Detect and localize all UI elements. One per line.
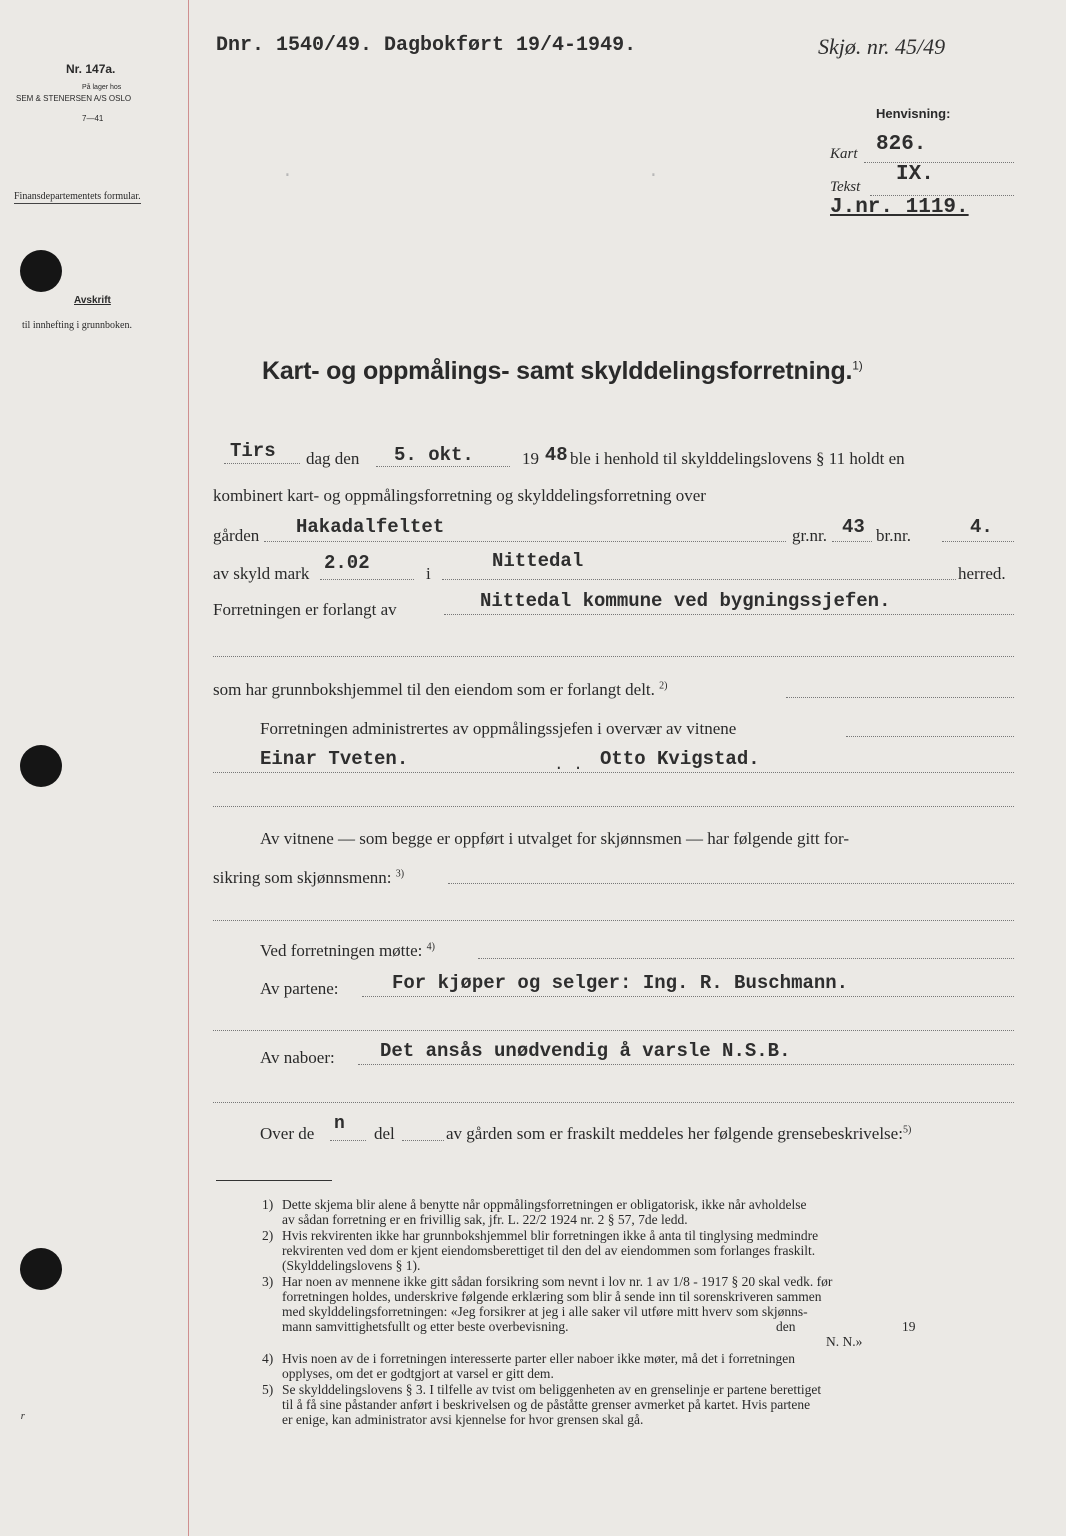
- registration-stamp: Dnr. 1540/49. Dagbokført 19/4-1949.: [216, 34, 637, 57]
- weekday-value: Tirs: [230, 440, 276, 462]
- met-rule: [478, 958, 1014, 959]
- ghost-mark: ·: [648, 166, 659, 186]
- footnote-3-line: med skylddelingsforretningen: «Jeg forsikrer at jeg i alle saker vil utføre mitt hverv som skjønns-: [282, 1304, 808, 1319]
- footnote-3-line: Har noen av mennene ikke gitt sådan forsikring som nevnt i lov nr. 1 av 1/8 - 1917 § 20 skal vedk. før: [282, 1274, 833, 1289]
- neighbours-label: Av naboer:: [260, 1048, 335, 1067]
- requested-value: Nittedal kommune ved bygningssjefen.: [480, 590, 891, 612]
- witness-1: Einar Tveten.: [260, 748, 409, 770]
- footnote-3-year: 19: [902, 1319, 916, 1334]
- footnote-2-number: 2): [262, 1228, 274, 1243]
- publisher-line1: På lager hos: [82, 84, 122, 91]
- over-rule: [330, 1140, 366, 1141]
- brnr-value: 4.: [970, 516, 993, 538]
- form-owner: Finansdepartementets formular.: [14, 191, 141, 202]
- binding-hole-top: [20, 250, 62, 292]
- footnote-4-line: opplyses, om det er godtgjort at varsel er gitt dem.: [282, 1366, 554, 1381]
- farm-label: gården: [213, 526, 260, 545]
- weekday-label: dag den: [306, 449, 360, 468]
- footnote-5-line: er enige, kan administrator avsi kjennelse for hvor grensen skal gå.: [282, 1412, 644, 1427]
- footnote-2-line: Hvis rekvirenten ikke har grunnbokshjemmel blir forretningen ikke å anta til tinglysing medmindre: [282, 1228, 819, 1243]
- weekday-rule: [224, 463, 300, 464]
- copy-purpose: til innhefting i grunnboken.: [22, 320, 132, 331]
- footnote-1-number: 1): [262, 1197, 274, 1212]
- witness-rule: [213, 772, 1014, 773]
- footnote-3-line: mann samvittighetsfullt og etter beste overbevisning.: [282, 1319, 569, 1334]
- del-rule: [402, 1140, 444, 1141]
- over-value: n: [334, 1114, 345, 1134]
- blank-rule: [213, 806, 1014, 807]
- blank-rule: [213, 920, 1014, 921]
- brnr-label: br.nr.: [876, 526, 911, 545]
- skyld-value: 2.02: [324, 552, 370, 574]
- tekst-value: IX.: [896, 163, 934, 186]
- footnote-3-den: den: [776, 1319, 796, 1334]
- requested-label: Forretningen er forlangt av: [213, 600, 397, 619]
- boundary-text: av gården som er fraskilt meddeles her følgende grensebeskrivelse:$^{5)}$: [446, 1124, 912, 1143]
- over-label: Over de: [260, 1124, 315, 1143]
- parties-value: For kjøper og selger: Ing. R. Buschmann.: [392, 972, 849, 994]
- form-number: Nr. 147a.: [66, 62, 116, 76]
- parties-rule: [362, 996, 1014, 997]
- footnote-1-line: Dette skjema blir alene å benytte når oppmålingsforretningen er obligatorisk, ikke når avholdelse: [282, 1197, 807, 1212]
- witness-2: Otto Kvigstad.: [600, 748, 760, 770]
- ghost-mark: ·: [282, 166, 293, 186]
- copy-label: Avskrift: [74, 295, 111, 306]
- footnote-3-line: forretningen holdes, underskrive følgende erklæring som blir å sende inn til sorenskriveren sammen: [282, 1289, 822, 1304]
- date-value: 5. okt.: [394, 444, 474, 466]
- kart-rule: [864, 162, 1014, 163]
- margin-rule: [188, 0, 189, 1536]
- requested-rule: [444, 614, 1014, 615]
- footnote-separator: [216, 1180, 332, 1181]
- pen-mark: ʳ: [20, 1408, 24, 1428]
- municipality-rule: [442, 579, 956, 580]
- jnr-value: J.nr. 1119.: [830, 196, 969, 219]
- oath-rule: [448, 883, 1014, 884]
- footnote-2-line: rekvirenten ved dom er kjent eiendomsberettiget til den del av eiendommen som forlanges fraskilt.: [282, 1243, 816, 1258]
- kart-value: 826.: [876, 133, 927, 156]
- footnote-3-number: 3): [262, 1274, 274, 1289]
- grnr-label: gr.nr.: [792, 526, 827, 545]
- i-label: i: [426, 564, 431, 583]
- line1-text: ble i henhold til skylddelingslovens § 11 holdt en: [570, 449, 905, 468]
- blank-rule: [213, 1030, 1014, 1031]
- skyld-rule: [320, 579, 414, 580]
- admin-rule: [846, 736, 1014, 737]
- line2-text: kombinert kart- og oppmålingsforretning og skylddelingsforretning over: [213, 486, 706, 505]
- footnote-3-signature: N. N.»: [826, 1334, 863, 1349]
- herred-label: herred.: [958, 564, 1006, 583]
- binding-hole-bottom: [20, 1248, 62, 1290]
- print-date: 7—41: [82, 114, 104, 123]
- handwritten-reference: Skjø. nr. 45/49: [818, 34, 946, 59]
- grnr-rule: [832, 541, 872, 542]
- footnote-5-line: til å få sine påstander anført i beskrivelsen og de påståtte grenser avmerket på kartet. Hvis partene: [282, 1397, 811, 1412]
- footnote-4-line: Hvis noen av de i forretningen interesserte parter eller naboer ikke møter, må det i forretningen: [282, 1351, 796, 1366]
- skyld-label: av skyld mark: [213, 564, 310, 583]
- footnote-1-line: av sådan forretning er en frivillig sak, jfr. L. 22/2 1924 nr. 2 § 57, 7de ledd.: [282, 1212, 688, 1227]
- blank-rule: [213, 1102, 1014, 1103]
- year-prefix: 19: [522, 449, 539, 468]
- farm-rule: [264, 541, 786, 542]
- year-value: 48: [544, 444, 568, 466]
- hjemmel-rule: [786, 697, 1014, 698]
- publisher-line2: SEM & STENERSEN A/S OSLO: [16, 94, 132, 103]
- separator-dots: . .: [554, 756, 583, 774]
- farm-value: Hakadalfeltet: [296, 516, 445, 538]
- blank-rule: [213, 656, 1014, 657]
- footnote-5-number: 5): [262, 1382, 274, 1397]
- hjemmel-text: som har grunnbokshjemmel til den eiendom som er forlangt delt. $^{2)}$: [213, 680, 668, 699]
- grnr-value: 43: [842, 516, 865, 538]
- neighbours-rule: [358, 1064, 1014, 1065]
- footnote-4-number: 4): [262, 1351, 274, 1366]
- kart-label: Kart: [830, 146, 858, 162]
- brnr-rule: [942, 541, 1014, 542]
- document-title: Kart- og oppmålings- samt skylddelingsforretning.$^{1)}$: [262, 357, 863, 385]
- date-rule: [376, 466, 510, 467]
- neighbours-value: Det ansås unødvendig å varsle N.S.B.: [380, 1040, 791, 1062]
- met-label: Ved forretningen møtte: $^{4)}$: [260, 941, 435, 960]
- admin-text: Forretningen administrertes av oppmålingssjefen i overvær av vitnene: [260, 719, 737, 738]
- municipality-value: Nittedal: [492, 550, 584, 572]
- oath-line1: Av vitnene — som begge er oppført i utvalget for skjønnsmen — har følgende gitt for-: [260, 829, 850, 848]
- parties-label: Av partene:: [260, 979, 339, 998]
- oath-line2: sikring som skjønnsmenn: $^{3)}$: [213, 868, 405, 887]
- footnote-5-line: Se skylddelingslovens § 3. I tilfelle av tvist om beliggenheten av en grenselinje er partene berettiget: [282, 1382, 822, 1397]
- del-label: del: [374, 1124, 395, 1143]
- binding-hole-middle: [20, 745, 62, 787]
- footnote-2-line: (Skylddelingslovens § 1).: [282, 1258, 421, 1273]
- tekst-label: Tekst: [830, 179, 861, 195]
- reference-heading: Henvisning:: [876, 106, 951, 121]
